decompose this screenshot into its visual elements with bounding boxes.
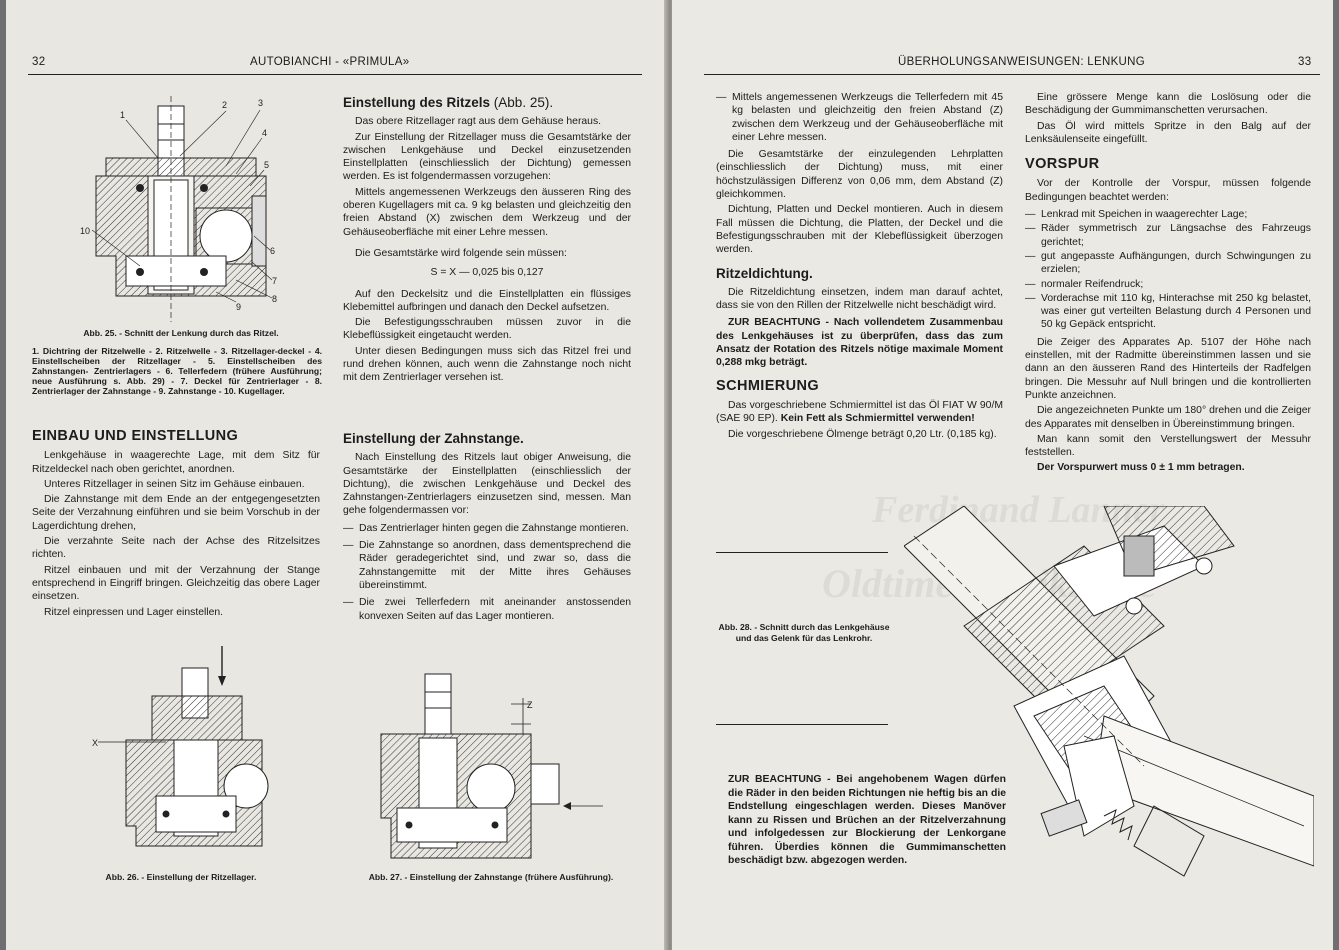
vorspur-paragraph: Die Zeiger des Apparates Ap. 5107 der Höhe nach einstellen, mit der Radmitte übereinstimmen lassen und sie dann an den äusseren Rand des Hinterteils der Radfelgen bringen. Die Messuhr auf Null bringen und die kontrollierten Punkte anzeichnen.: [1025, 336, 1311, 401]
watermark-line: Ferdinand Lanner: [872, 489, 1165, 531]
ritzel-section: [343, 96, 631, 387]
fig27-label-z: Z: [527, 700, 533, 710]
fig25-label-9: 9: [236, 302, 242, 312]
fig25-label-5: 5: [264, 160, 270, 170]
right-column-2: [1025, 91, 1311, 477]
fig25-label-8: 8: [272, 294, 278, 304]
right-page: [672, 0, 1333, 950]
header-rule-right: [704, 74, 1320, 75]
vorspur-intro: Vor der Kontrolle der Vorspur, müssen folgende Bedingungen beachtet werden:: [1025, 178, 1311, 203]
blank-line: [716, 552, 888, 553]
fig26-label-x: X: [92, 738, 99, 748]
list-item: — Lenkrad mit Speichen in waagerechter Lage;: [1025, 208, 1311, 221]
list-item: — gut angepasste Aufhängungen, durch Schwingungen zu erzielen;: [1025, 250, 1311, 277]
right-column-1: [716, 91, 1003, 443]
fig25-label-7: 7: [272, 276, 278, 286]
figure-28-caption: Abb. 28. - Schnitt durch das Lenkgehäuse und das Gelenk für das Lenkrohr.: [718, 622, 890, 643]
einbau-paragraph: Ritzel einpressen und Lager einstellen.: [44, 606, 224, 618]
list-item: — Räder symmetrisch zur Längsachse des Fahrzeugs gerichtet;: [1025, 222, 1311, 249]
fig25-label-6: 6: [270, 246, 276, 256]
zahnstange-list: [343, 522, 631, 623]
ritzel-paragraph: Auf den Deckelsitz und die Einstellplatten ein flüssiges Klebemittel aufbringen und danach den Deckel aufsetzen.: [343, 288, 631, 313]
body-paragraph: Das Öl wird mittels Spritze in den Balg auf der Lenksäulenseite eingefüllt.: [1025, 120, 1311, 145]
einbau-paragraph: Lenkgehäuse in waagerechte Lage, mit dem Sitz für Ritzeldeckel nach oben gerichtet, anordnen.: [32, 450, 320, 475]
page-number-left: 32: [32, 56, 46, 68]
page-number-right: 33: [1298, 56, 1312, 68]
list-item: — Die Zahnstange so anordnen, dass dementsprechend die Räder geradegerichtet sind, und zwar so, dass die Zahnstangemitte mit der Mitte ihres Gehäuses übereinstimmt.: [343, 539, 631, 592]
vorspur-conditions-list: [1025, 208, 1311, 332]
einbau-section: [32, 430, 320, 621]
figure-25-caption: Abb. 25. - Schnitt der Lenkung durch das Ritzel.: [83, 328, 279, 338]
figure-25-legend: 1. Dichtring der Ritzelwelle - 2. Ritzelwelle - 3. Ritzellager-deckel - 4. Einstellscheiben der Ritzellager - 5. Einstellscheiben des Zahnstangen- Zentrierlagers - 6. Tellerfedern (frühere Ausführung; neue Ausführung s. Abb. 29) - 7. Deckel für Zentrierlager - 8. Zentrierlager der Zahnstange - 9. Zahnstange - 10. Kugellager.: [32, 346, 322, 396]
body-paragraph: Eine grössere Menge kann die Loslösung oder die Beschädigung der Gummimanschetten verursachen.: [1025, 92, 1311, 117]
vorspur-paragraph: Die angezeichneten Punkte um 180° drehen und die Zeiger des Apparates mit denselben in Übereinstimmung bringen.: [1025, 405, 1311, 430]
fig25-label-4: 4: [262, 128, 268, 138]
einbau-paragraph: Die Zahnstange mit dem Ende an der entgegengesetzten Seite der Verzahnung einführen und sie beim Vorschub in der Lagerdichtung drehen,: [32, 494, 320, 532]
figure-25-section-drawing: [76, 96, 296, 322]
schmierung-text-bold: Kein Fett als Schmiermittel verwenden!: [780, 413, 975, 425]
einbau-paragraph: Unteres Ritzellager in seinen Sitz im Gehäuse einbauen.: [44, 478, 305, 490]
ritzel-heading: [343, 96, 631, 109]
ritzel-paragraph: Zur Einstellung der Ritzellager muss die Gesamtstärke der zwischen Lenkgehäuse und Deckel einzusetzenden Einstellplatten (einschliesslich der Dichtung) gemessen werden. Es ist folgendermassen vorzugehen:: [343, 131, 631, 183]
ritzeldichtung-heading: Ritzeldichtung.: [716, 265, 813, 281]
schmierung-text: [716, 399, 1003, 426]
fig25-label-1: 1: [120, 110, 126, 120]
ritzel-formula: S = X — 0,025 bis 0,127: [430, 267, 544, 279]
figure-27-drawing: [371, 668, 611, 864]
schmierung-text-2: Die vorgeschriebene Ölmenge beträgt 0,20 Ltr. (0,185 kg).: [728, 428, 997, 440]
ritzeldichtung-text: Die Ritzeldichtung einsetzen, indem man darauf achtet, dass sie von den Rillen der Ritzelwelle nicht beschädigt wird.: [716, 286, 1003, 312]
zahnstange-section: [343, 432, 631, 627]
zahnstange-heading: Einstellung der Zahnstange.: [343, 431, 524, 446]
zahnstange-list-continued: [716, 91, 1003, 144]
vorspur-heading: VORSPUR: [1025, 156, 1100, 173]
einbau-paragraph: Die verzahnte Seite nach der Achse des Ritzelsitzes richten.: [32, 536, 320, 561]
ritzel-total-intro: Die Gesamtstärke wird folgende sein müssen:: [355, 247, 567, 259]
list-item: — Die zwei Tellerfedern mit aneinander anstossenden konvexen Seiten auf das Lager montieren.: [343, 596, 631, 623]
fig25-label-2: 2: [222, 100, 228, 110]
ritzel-heading-ref: (Abb. 25).: [493, 95, 554, 110]
ritzel-paragraph: Das obere Ritzellager ragt aus dem Gehäuse heraus.: [355, 116, 602, 128]
beachtung-text: ZUR BEACHTUNG - Bei angehobenem Wagen dürfen die Räder in den beiden Richtungen nie heftig bis an die Endstellung eingeschlagen werden. Dieses Manöver kann zu Rissen und Brüchen an der Ritzelverzahnung und infolgedessen zur Blockierung der Lenkorgane führen. Überdies können die Gummimanschetten beschädigt bzw. abgezogen werden.: [728, 774, 1006, 866]
figure-26-caption: Abb. 26. - Einstellung der Ritzellager.: [105, 872, 257, 882]
figure-26-drawing: [86, 646, 286, 862]
list-item: — Das Zentrierlager hinten gegen die Zahnstange montieren.: [343, 522, 631, 535]
zahnstange-intro: Nach Einstellung des Ritzels laut obiger Anweisung, die Gesamtstärke der Einstellplatten (einschliesslich der Dichtung), die zwischen Lenkgehäuse und Deckel des Zahnstangen-Zentrierlagers einzusetzen sind, messen. Man gehe folgendermassen vor:: [343, 452, 631, 517]
schmierung-text-normal: Das vorgeschriebene Schmiermittel ist das Öl FIAT W 90/M (SAE 90 EP).: [716, 399, 1003, 425]
body-paragraph: Die Gesamtstärke der einzulegenden Lehrplatten (einschliesslich der Dichtung) muss, mit einer höchstzulässigen Differenz von 0,06 mm, dem Abstand (Z) gleichkommen.: [716, 149, 1003, 201]
header-rule-left: [28, 74, 642, 75]
schmierung-heading: SCHMIERUNG: [716, 377, 820, 394]
figure-28-drawing: [904, 506, 1314, 906]
ritzel-paragraph: Unter diesen Bedingungen muss sich das Ritzel frei und rund drehen können, auch wenn die Zahnstange noch nicht mit dem Zentrierlager versehen ist.: [343, 345, 631, 384]
einbau-heading: EINBAU UND EINSTELLUNG: [32, 428, 239, 444]
ritzel-heading-text: Einstellung des Ritzels: [343, 95, 491, 110]
running-header-left: AUTOBIANCHI - «PRIMULA»: [250, 56, 410, 68]
body-paragraph: Dichtung, Platten und Deckel montieren. Auch in diesem Fall müssen die Dichtung, die Platten, der Deckel und die Befestigungsschrauben mit der Klebeflüssigkeit überzogen werden.: [716, 204, 1003, 256]
list-item: — normaler Reifendruck;: [1025, 278, 1311, 291]
ritzel-paragraph: Die Befestigungsschrauben müssen zuvor in die Klebeflüssigkeit eingetaucht werden.: [343, 317, 631, 342]
figure-27-caption: Abb. 27. - Einstellung der Zahnstange (frühere Ausführung).: [368, 872, 614, 882]
vorspur-result: Der Vorspurwert muss 0 ± 1 mm betragen.: [1037, 462, 1245, 474]
fig25-label-3: 3: [258, 98, 264, 108]
ritzel-paragraph: Mittels angemessenen Werkzeugs den äusseren Ring des oberen Kugellagers mit ca. 9 kg belasten und gleichzeitig den freien Abstand (X) zwischen dem Werkzeug und der Gehäuseoberfläche mit einer Lehre messen.: [343, 186, 631, 238]
blank-line: [716, 724, 888, 725]
fig25-label-10: 10: [80, 226, 91, 236]
list-item: — Vorderachse mit 110 kg, Hinterachse mit 250 kg belastet, was einer gut verteilten Belastung durch 4 Personen und 50 kg Gepäck entspricht.: [1025, 292, 1311, 332]
left-page: [6, 0, 667, 950]
running-header-right: ÜBERHOLUNGSANWEISUNGEN: LENKUNG: [898, 56, 1146, 68]
ritzeldichtung-note: ZUR BEACHTUNG - Nach vollendetem Zusammenbau des Lenkgehäuses ist zu überprüfen, dass das zum Ansatz der Rotation des Ritzels nötige maximale Moment 0,288 mkg beträgt.: [716, 317, 1003, 369]
list-item: — Mittels angemessenen Werkzeugs die Tellerfedern mit 45 kg belasten und gleichzeitig den freien Abstand (Z) zwischen dem Werkzeug und der Gehäuseoberfläche mit einer Lehre messen.: [716, 91, 1003, 144]
vorspur-paragraph: Man kann somit den Verstellungswert der Messuhr feststellen.: [1025, 433, 1311, 459]
einbau-paragraph: Ritzel einbauen und mit der Verzahnung der Stange entsprechend in Eingriff bringen. Gleichzeitig das obere Lager einsetzen.: [32, 564, 320, 603]
